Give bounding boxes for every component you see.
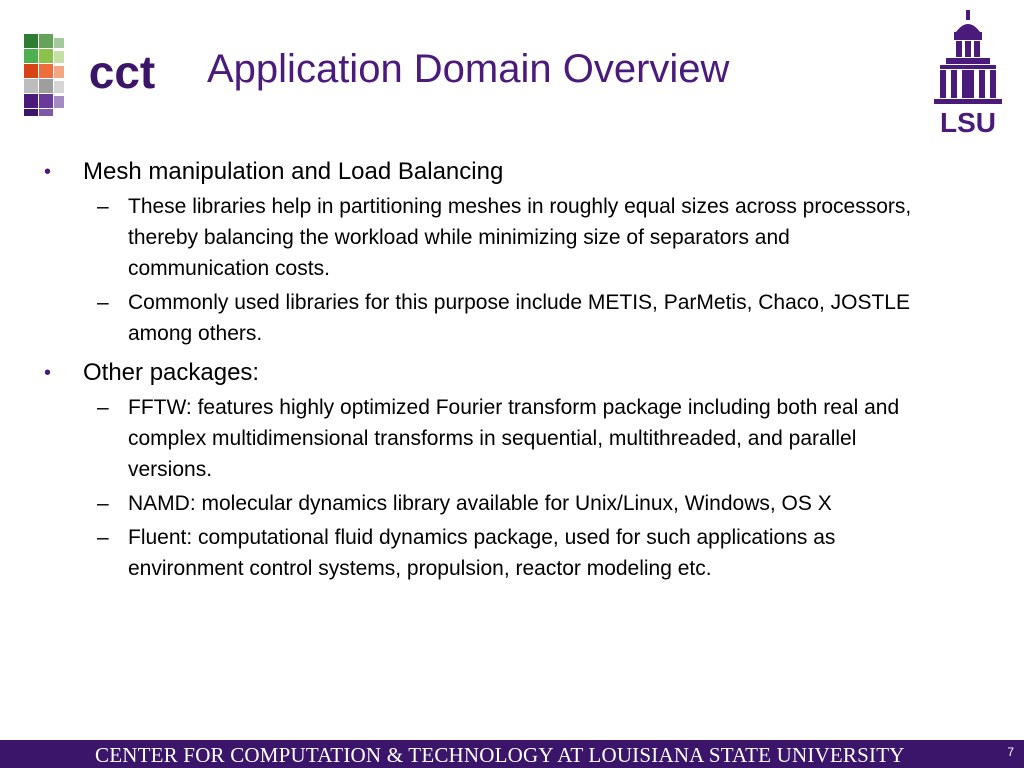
cct-logo <box>24 34 180 116</box>
sub-bullet-text: FFTW: features highly optimized Fourier transform package including both real and complex multidimensional transforms in sequential, multithreaded, and parallel versions. <box>128 396 900 481</box>
sub-bullet <box>44 191 924 284</box>
bullet-marker: • <box>44 161 52 183</box>
sub-bullet-text: Commonly used libraries for this purpose include METIS, ParMetis, Chaco, JOSTLE among others. <box>128 291 910 345</box>
sub-bullet-text: NAMD: molecular dynamics library available for Unix/Linux, Windows, OS X <box>128 492 832 515</box>
page-number: 7 <box>1007 745 1014 759</box>
svg-text:LSU: LSU <box>940 107 996 136</box>
bullet-mesh <box>44 156 924 188</box>
bullet-text: Mesh manipulation and Load Balancing <box>83 158 504 185</box>
dash-marker: – <box>97 396 109 419</box>
bullet-other-packages <box>44 357 924 389</box>
slide-body <box>44 152 924 584</box>
sub-bullet-text: These libraries help in partitioning meshes in roughly equal sizes across processors, thereby balancing the workload while minimizing size of separators and communication costs. <box>128 195 912 280</box>
sub-bullet <box>44 287 924 349</box>
footer-text: CENTER FOR COMPUTATION & TECHNOLOGY AT LOUISIANA STATE UNIVERSITY <box>95 743 905 767</box>
lsu-logo <box>926 10 1010 136</box>
dash-marker: – <box>97 291 109 314</box>
dash-marker: – <box>97 195 109 218</box>
dash-marker: – <box>97 492 109 515</box>
dash-marker: – <box>97 526 109 549</box>
sub-bullet-text: Fluent: computational fluid dynamics package, used for such applications as environment control systems, propulsion, reactor modeling etc. <box>128 526 836 580</box>
bullet-text: Other packages: <box>83 359 260 386</box>
slide-title: Application Domain Overview <box>207 47 730 91</box>
sub-bullet <box>44 522 924 584</box>
bullet-marker: • <box>44 362 52 384</box>
footer-bar <box>0 740 1024 768</box>
svg-text:cct: cct <box>88 46 156 98</box>
sub-bullet <box>44 488 924 519</box>
sub-bullet <box>44 392 924 485</box>
